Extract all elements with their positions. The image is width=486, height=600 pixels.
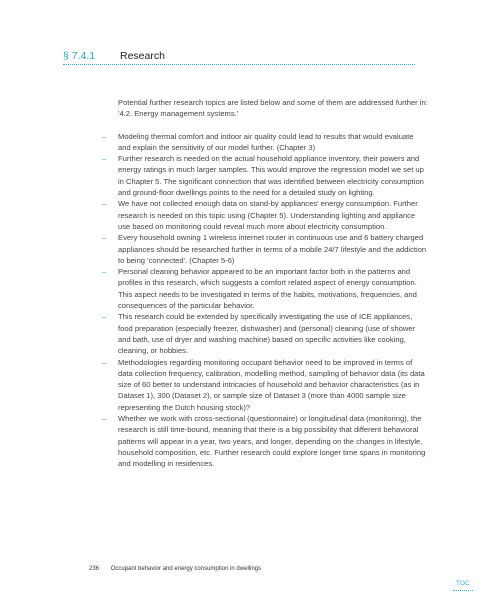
list-item-text: We have not collected enough data on stand-by appliances' energy consumption. Further research is needed on this topic using (Chapter 5). Understanding lighting and appliance use based on monitoring could reveal much more about electricity consumption. bbox=[118, 199, 418, 231]
list-item bbox=[102, 266, 428, 311]
list-item-text: This research could be extended by specifically investigating the use of ICE appliances, food preparation (especially freezer, dishwasher) and (personal) cleaning (use of shower and bath, use of dryer and washing machine) based on specific activities like cooking, cleaning, or hobbies. bbox=[118, 312, 416, 356]
research-topic-list bbox=[102, 131, 428, 470]
section-heading bbox=[63, 50, 415, 68]
list-item bbox=[102, 232, 428, 266]
list-item-text: Further research is needed on the actual household appliance inventory, their powers and energy ratings in much larger samples. This would improve the regression model we set up in Chapter 5. The significant connection that was identified between electricity consumption and ground-floor dwellings points to the need for a detailed study on lighting. bbox=[118, 154, 424, 198]
list-item bbox=[102, 413, 428, 469]
toc-link[interactable]: TOC bbox=[456, 580, 470, 587]
dash-bullet: – bbox=[102, 131, 107, 141]
dash-bullet: – bbox=[102, 154, 107, 164]
page-number: 236 bbox=[89, 566, 100, 572]
list-item-text: Whether we work with cross-sectional (questionnaire) or longitudinal data (monitoring), the research is still time-bound, meaning that there is a big possibility that different behavioral patterns will appear in a year, two years, and longer, depending on the changes in lifestyle, household composition, etc. Further research could explore longer time spans in monitoring and modelling in residences. bbox=[118, 414, 426, 469]
list-item-text: Methodologies regarding monitoring occupant behavior need to be improved in terms of data collection frequency, calibration, modelling method, sampling of behavior data (its data size of 60 better to understand intricacies of household and behavior characteristics (as in Dataset 1), 300 (Dataset 2), or sample size of Dataset 3 (more than 4000 sample size representing the Dutch housing stock)? bbox=[118, 357, 425, 412]
section-title: Research bbox=[120, 50, 165, 62]
list-item bbox=[102, 153, 428, 198]
section-number: § 7.4.1 bbox=[63, 50, 96, 62]
dash-bullet: – bbox=[102, 233, 107, 243]
list-item bbox=[102, 311, 428, 356]
section-divider bbox=[63, 64, 415, 65]
page-footer bbox=[89, 566, 261, 572]
list-item bbox=[102, 131, 428, 154]
intro-paragraph: Potential further research topics are listed below and some of them are addressed further in: '4.2. Energy management systems.' bbox=[118, 98, 428, 119]
list-item-text: Personal cleaning behavior appeared to be an important factor both in the patterns and profiles in this research, which suggests a comfort related aspect of energy consumption. This aspect needs to be investigated in terms of the habits, motivations, frequencies, and consequences of the particular behavior. bbox=[118, 267, 417, 311]
list-item bbox=[102, 357, 428, 413]
toc-divider bbox=[453, 590, 473, 591]
dash-bullet: – bbox=[102, 414, 107, 424]
list-item-text: Modeling thermal comfort and indoor air quality could lead to results that would evaluate and explain the sensitivity of our model further. (Chapter 3) bbox=[118, 131, 414, 152]
dash-bullet: – bbox=[102, 357, 107, 367]
dash-bullet: – bbox=[102, 312, 107, 322]
dash-bullet: – bbox=[102, 267, 107, 277]
list-item bbox=[102, 198, 428, 232]
running-title: Occupant behavior and energy consumption in dwellings bbox=[110, 566, 262, 572]
dash-bullet: – bbox=[102, 199, 107, 209]
body-content bbox=[102, 97, 428, 470]
list-item-text: Every household owning 1 wireless internet router in continuous use and 6 battery charged appliances should be researched further in terms of a mobile 24/7 lifestyle and the addiction to being 'connected'. (Chapter 5-6) bbox=[118, 233, 427, 265]
